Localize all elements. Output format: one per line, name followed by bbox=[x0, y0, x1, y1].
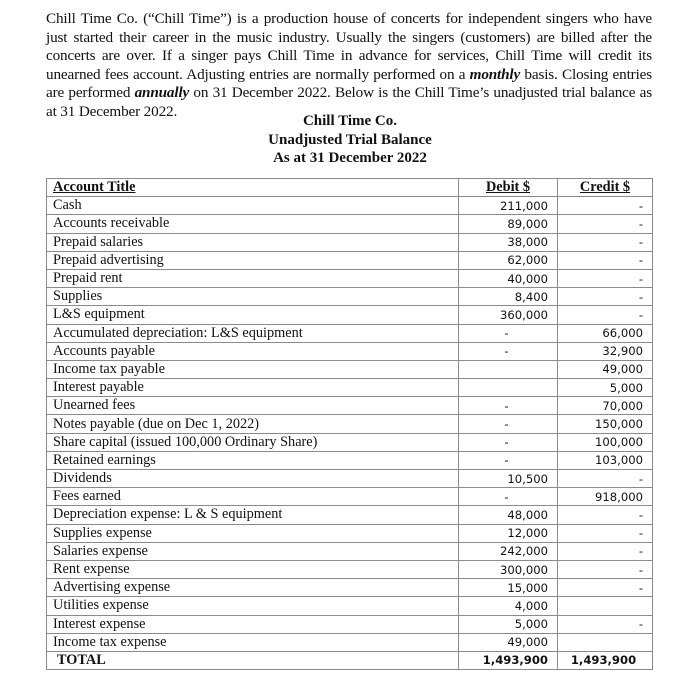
debit-cell: 211,000 bbox=[459, 197, 558, 215]
debit-cell: 49,000 bbox=[459, 633, 558, 651]
table-row bbox=[47, 215, 653, 233]
account-title-cell: Rent expense bbox=[47, 560, 459, 578]
debit-cell: 4,000 bbox=[459, 597, 558, 615]
account-title-cell: Fees earned bbox=[47, 488, 459, 506]
credit-cell: - bbox=[558, 579, 653, 597]
credit-cell: 32,900 bbox=[558, 342, 653, 360]
account-title-cell: Utilities expense bbox=[47, 597, 459, 615]
debit-cell: 300,000 bbox=[459, 560, 558, 578]
account-title-cell: Accounts receivable bbox=[47, 215, 459, 233]
table-row bbox=[47, 360, 653, 378]
table-row bbox=[47, 342, 653, 360]
debit-cell: 48,000 bbox=[459, 506, 558, 524]
table-row bbox=[47, 197, 653, 215]
table-row bbox=[47, 451, 653, 469]
statement-heading bbox=[200, 112, 500, 168]
table-row bbox=[47, 488, 653, 506]
debit-cell: 10,500 bbox=[459, 470, 558, 488]
total-row bbox=[47, 651, 653, 669]
account-title-cell: Advertising expense bbox=[47, 579, 459, 597]
emphasis-monthly: monthly bbox=[469, 65, 521, 83]
debit-cell: - bbox=[459, 433, 558, 451]
account-title-cell: Unearned fees bbox=[47, 397, 459, 415]
credit-cell: - bbox=[558, 542, 653, 560]
debit-cell: 89,000 bbox=[459, 215, 558, 233]
table-row bbox=[47, 615, 653, 633]
header-credit: Credit $ bbox=[558, 179, 653, 197]
credit-cell: - bbox=[558, 269, 653, 287]
credit-cell: - bbox=[558, 524, 653, 542]
table-row bbox=[47, 233, 653, 251]
table-row bbox=[47, 288, 653, 306]
table-row bbox=[47, 470, 653, 488]
table-row bbox=[47, 542, 653, 560]
intro-text-3: on 31 December 2022. Below is the Chill Time’s unadjusted trial balance as at 31 December 2022. bbox=[46, 84, 652, 120]
credit-cell: - bbox=[558, 197, 653, 215]
debit-cell: - bbox=[459, 451, 558, 469]
credit-cell bbox=[558, 597, 653, 615]
account-title-cell: Interest payable bbox=[47, 379, 459, 397]
debit-cell: 5,000 bbox=[459, 615, 558, 633]
table-row bbox=[47, 415, 653, 433]
account-title-cell: Depreciation expense: L & S equipment bbox=[47, 506, 459, 524]
intro-text-2: basis. Closing entries are performed bbox=[46, 65, 652, 102]
account-title-cell: Income tax payable bbox=[47, 360, 459, 378]
company-name: Chill Time Co. bbox=[302, 113, 398, 129]
credit-cell: 103,000 bbox=[558, 451, 653, 469]
debit-cell: 8,400 bbox=[459, 288, 558, 306]
debit-cell: - bbox=[459, 415, 558, 433]
credit-cell: - bbox=[558, 233, 653, 251]
credit-cell: 49,000 bbox=[558, 360, 653, 378]
table-row bbox=[47, 269, 653, 287]
credit-cell bbox=[558, 633, 653, 651]
account-title-cell: Supplies bbox=[47, 288, 459, 306]
debit-cell: - bbox=[459, 342, 558, 360]
statement-title: Unadjusted Trial Balance bbox=[268, 131, 432, 148]
debit-cell: 360,000 bbox=[459, 306, 558, 324]
account-title-cell: Retained earnings bbox=[47, 451, 459, 469]
credit-cell: - bbox=[558, 615, 653, 633]
table-row bbox=[47, 379, 653, 397]
emphasis-annually: annually bbox=[134, 84, 190, 102]
trial-balance-table bbox=[46, 178, 653, 670]
credit-cell: 150,000 bbox=[558, 415, 653, 433]
debit-cell: 15,000 bbox=[459, 579, 558, 597]
debit-cell: 12,000 bbox=[459, 524, 558, 542]
account-title-cell: L&S equipment bbox=[47, 306, 459, 324]
table-row bbox=[47, 324, 653, 342]
credit-cell: - bbox=[558, 560, 653, 578]
credit-cell: - bbox=[558, 306, 653, 324]
table-row bbox=[47, 306, 653, 324]
table-row bbox=[47, 560, 653, 578]
intro-text-1: Chill Time Co. (“Chill Time”) is a production house of concerts for independent singers who have just started their career in the music industry. Usually the singers (customers) are billed after the concerts are over. If a singer pays Chill Time in advance for services, Chill Time will credit its unearned fees account. Adjusting entries are normally performed on a bbox=[46, 10, 652, 83]
debit-cell: 242,000 bbox=[459, 542, 558, 560]
account-title-cell: Prepaid salaries bbox=[47, 233, 459, 251]
debit-cell bbox=[459, 379, 558, 397]
credit-cell: - bbox=[558, 470, 653, 488]
table-row bbox=[47, 506, 653, 524]
table-row bbox=[47, 397, 653, 415]
account-title-cell: Salaries expense bbox=[47, 542, 459, 560]
table-body bbox=[47, 197, 653, 652]
debit-cell: 40,000 bbox=[459, 269, 558, 287]
debit-cell: 38,000 bbox=[459, 233, 558, 251]
account-title-cell: Prepaid rent bbox=[47, 269, 459, 287]
credit-cell: 70,000 bbox=[558, 397, 653, 415]
debit-cell: 62,000 bbox=[459, 251, 558, 269]
table-row bbox=[47, 524, 653, 542]
header-account-title: Account Title bbox=[47, 179, 459, 197]
total-debit: 1,493,900 bbox=[459, 651, 558, 669]
account-title-cell: Supplies expense bbox=[47, 524, 459, 542]
debit-cell: - bbox=[459, 324, 558, 342]
credit-cell: - bbox=[558, 506, 653, 524]
account-title-cell: Interest expense bbox=[47, 615, 459, 633]
header-debit: Debit $ bbox=[459, 179, 558, 197]
debit-cell: - bbox=[459, 488, 558, 506]
account-title-cell: Accounts payable bbox=[47, 342, 459, 360]
problem-description bbox=[46, 10, 652, 122]
credit-cell: - bbox=[558, 288, 653, 306]
credit-cell: - bbox=[558, 251, 653, 269]
credit-cell: 918,000 bbox=[558, 488, 653, 506]
credit-cell: 66,000 bbox=[558, 324, 653, 342]
statement-date: As at 31 December 2022 bbox=[273, 150, 427, 166]
credit-cell: 100,000 bbox=[558, 433, 653, 451]
account-title-cell: Cash bbox=[47, 197, 459, 215]
total-label: TOTAL bbox=[47, 651, 459, 669]
table-row bbox=[47, 251, 653, 269]
account-title-cell: Income tax expense bbox=[47, 633, 459, 651]
table-row bbox=[47, 579, 653, 597]
credit-cell: - bbox=[558, 215, 653, 233]
account-title-cell: Accumulated depreciation: L&S equipment bbox=[47, 324, 459, 342]
account-title-cell: Share capital (issued 100,000 Ordinary Share) bbox=[47, 433, 459, 451]
debit-cell: - bbox=[459, 397, 558, 415]
table-row bbox=[47, 433, 653, 451]
account-title-cell: Dividends bbox=[47, 470, 459, 488]
total-credit: 1,493,900 bbox=[558, 651, 653, 669]
debit-cell bbox=[459, 360, 558, 378]
account-title-cell: Notes payable (due on Dec 1, 2022) bbox=[47, 415, 459, 433]
account-title-cell: Prepaid advertising bbox=[47, 251, 459, 269]
credit-cell: 5,000 bbox=[558, 379, 653, 397]
table-row bbox=[47, 597, 653, 615]
table-row bbox=[47, 633, 653, 651]
table-header-row bbox=[47, 179, 653, 197]
